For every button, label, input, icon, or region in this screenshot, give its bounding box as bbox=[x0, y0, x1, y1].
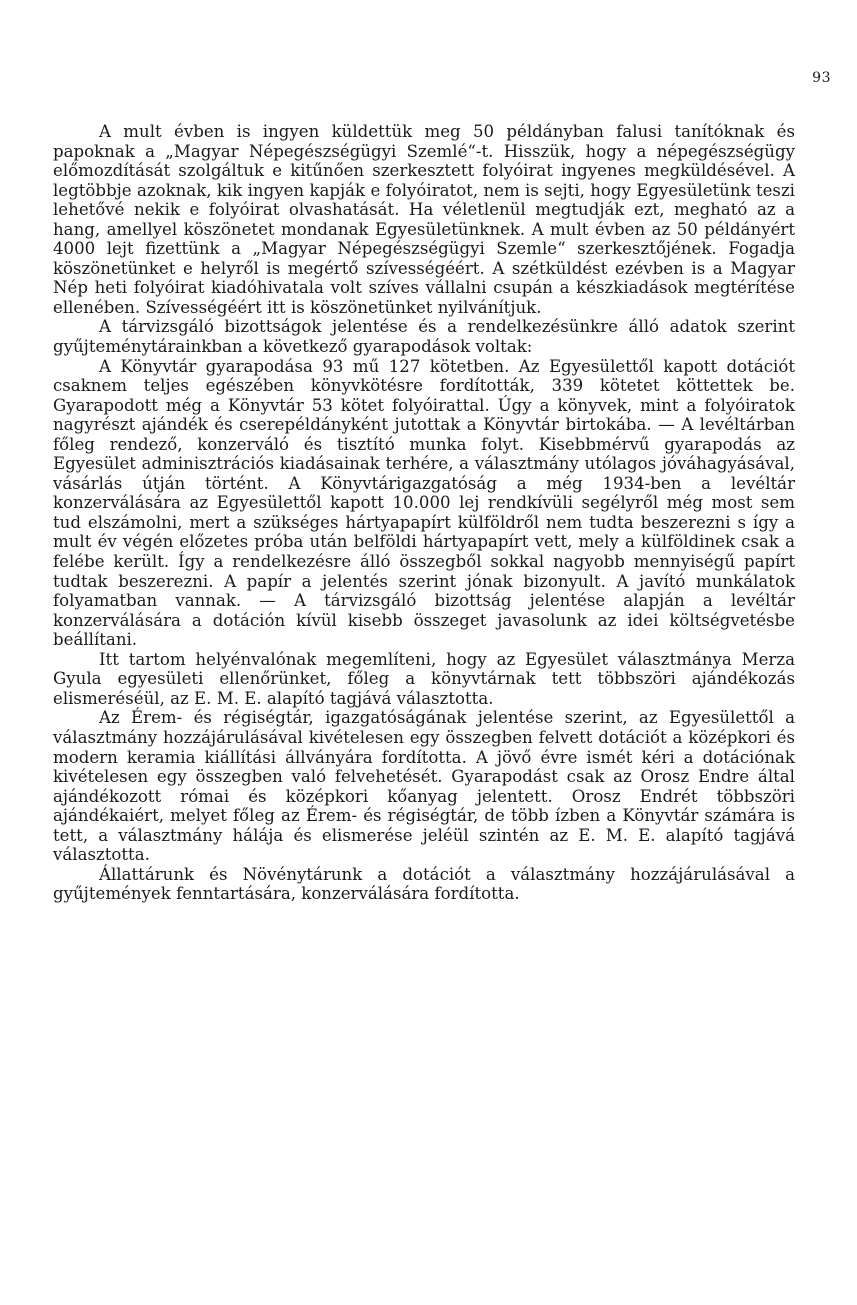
paragraph-zoology-botany: Állattárunk és Növénytárunk a dotációt a választmány hozzájárulásával a gyűjtemények fenntartására, konzerválására fordította. bbox=[53, 864, 795, 904]
paragraph-library-growth: A Könyvtár gyarapodása 93 mű 127 kötetben. Az Egyesülettől kapott dotációt csaknem teljes egészében könyvkötésre fordították, 339 kötetet köttettek be. Gyarapodott még a Könyvtár 53 kötet folyóirattal. Úgy a könyvek, mint a folyóiratok nagyrészt ajándék és cserepéldányként jutottak a Könyvtár birtokába. — A levéltárban főleg rendező, konzerváló és tisztító munka folyt. Kisebbmérvű gyarapodás az Egyesület adminisztrációs kiadásainak terhére, a választmány utólagos jóváhagyásával, vásárlás útján történt. A Könyvtárigazgatóság a még 1934-ben a levéltár konzerválására az Egyesülettől kapott 10.000 lej rendkívüli segélyről még most sem tud elszámolni, mert a szükséges hártyapapírt külföldről nem tudta beszerezni s így a mult év végén előzetes próba után belföldi hártyapapírt vett, mely a külföldinek csak a felébe került. Így a rendelkezésre álló összegből sokkal nagyobb mennyiségű papírt tudtak beszerezni. A papír a jelentés szerint jónak bizonyult. A javító munkálatok folyamatban vannak. — A tárvizsgáló bizottság jelentése alapján a levéltár konzerválására a dotáción kívül kisebb összeget javasolunk az idei költségvetésbe beállítani. bbox=[53, 356, 795, 650]
paragraph-journal-distribution: A mult évben is ingyen küldettük meg 50 példányban falusi tanítóknak és papoknak a „Magyar Népegészségügyi Szemlé“-t. Hisszük, hogy a népegészségügy előmozdítását szolgáltuk e kitűnően szerkesztett folyóirat ingyenes megküldésével. A legtöbbje azoknak, kik ingyen kapják e folyóiratot, nem is sejti, hogy Egyesületünk teszi lehetővé nekik e folyóirat olvashatását. Ha véletlenül megtudják ezt, megható az a hang, amellyel köszönetet mondanak Egyesületünknek. A mult évben az 50 példányért 4000 lejt fizettünk a „Magyar Népegészségügyi Szemle“ szerkesztőjének. Fogadja köszönetünket e helyről is megértő szívességéért. A szétküldést ezévben is a Magyar Nép heti folyóirat kiadóhivatala volt szíves vállalni csupán a készkiadások megtérítése ellenében. Szívességéért itt is köszönetünket nyilvánítjuk. bbox=[53, 122, 795, 317]
paragraph-merza-gyula: Itt tartom helyénvalónak megemlíteni, hogy az Egyesület választmánya Merza Gyula egyesületi ellenőrünket, főleg a könyvtárnak tett többszöri ajándékozás elismeréséül, az E. M. E. alapító tagjává választotta. bbox=[53, 649, 795, 708]
paragraph-coin-antiquities: Az Érem- és régiségtár, igazgatóságának jelentése szerint, az Egyesülettől a választmány hozzájárulásával kivételesen egy összegben felvett dotációt a középkori és modern keramia kiállítási állványára fordította. A jövő évre ismét kéri a dotációnak kivételesen egy összegben való felvehetését. Gyarapodást csak az Orosz Endre által ajándékozott római és középkori kőanyag jelentett. Orosz Endrét többszöri ajándékaiért, melyet főleg az Érem- és régiségtár, de több ízben a Könyvtár számára is tett, a választmány hálája és elismerése jeléül szintén az E. M. E. alapító tagjává választotta. bbox=[53, 708, 795, 865]
body-text bbox=[53, 122, 795, 904]
paragraph-committee-reports: A tárvizsgáló bizottságok jelentése és a rendelkezésünkre álló adatok szerint gyűjteménytárainkban a következő gyarapodások voltak: bbox=[53, 317, 795, 357]
page-number: 93 bbox=[812, 70, 831, 86]
